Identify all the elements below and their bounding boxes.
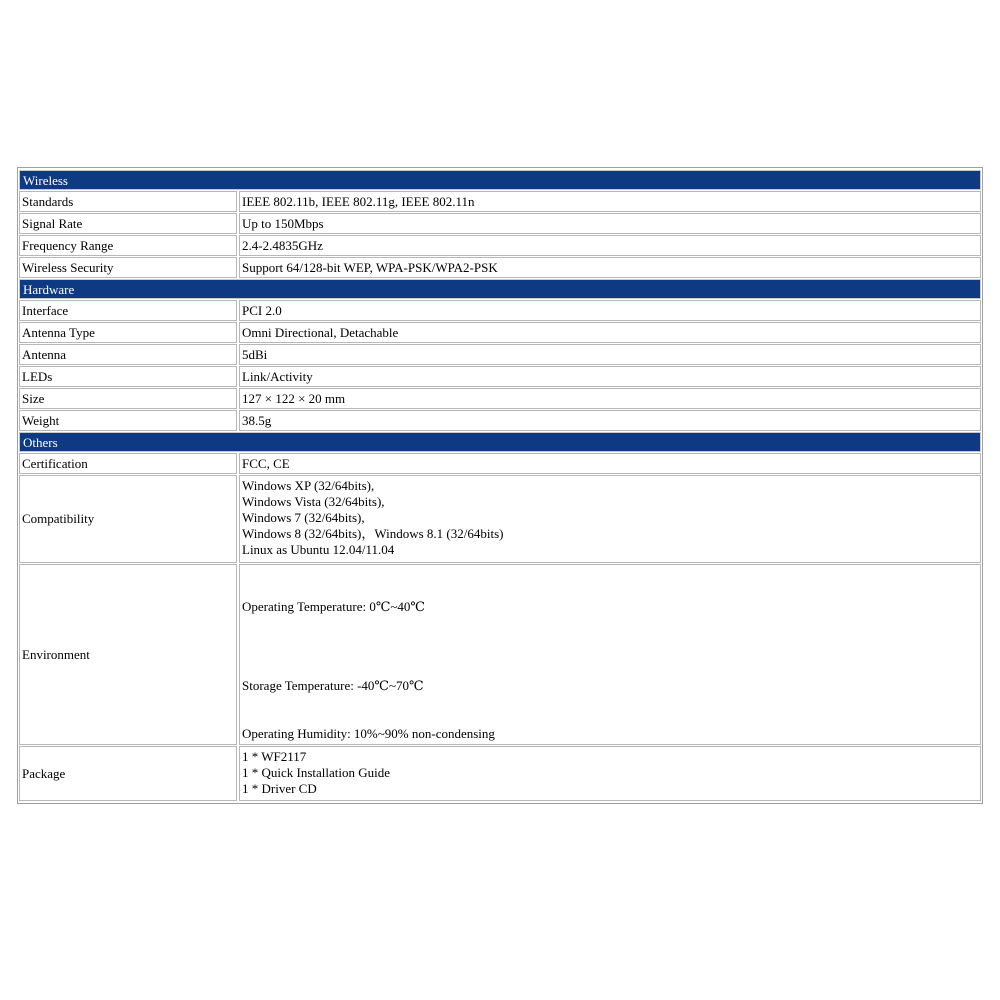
table-row [19,475,981,563]
spec-label: Certification [19,453,237,474]
spec-label: LEDs [19,366,237,387]
compatibility-line: Windows XP (32/64bits), [242,478,375,493]
spec-value: 127 × 122 × 20 mm [239,388,981,409]
table-row [19,257,981,278]
spec-label: Size [19,388,237,409]
spec-label: Antenna Type [19,322,237,343]
spec-value: Omni Directional, Detachable [239,322,981,343]
package-value [239,746,981,801]
table-row [19,410,981,431]
package-line: 1 * WF2117 [242,749,307,764]
section-header-hardware: Hardware [19,279,981,299]
package-line: 1 * Driver CD [242,781,317,796]
compatibility-value [239,475,981,563]
spec-value: 5dBi [239,344,981,365]
table-row [19,366,981,387]
specifications-table [17,167,983,804]
section-header-wireless: Wireless [19,170,981,190]
section-header-others: Others [19,432,981,452]
spec-value: Support 64/128-bit WEP, WPA-PSK/WPA2-PSK [239,257,981,278]
spec-value: Link/Activity [239,366,981,387]
table-row [19,564,981,745]
spec-label: Weight [19,410,237,431]
spec-label: Environment [19,564,237,745]
spec-label: Standards [19,191,237,212]
spec-value: FCC, CE [239,453,981,474]
environment-line: Operating Temperature: 0℃~40℃ [242,599,425,614]
table-row [19,322,981,343]
environment-value [239,564,981,745]
spec-label: Antenna [19,344,237,365]
spec-label: Package [19,746,237,801]
spec-value: PCI 2.0 [239,300,981,321]
spec-label: Wireless Security [19,257,237,278]
spec-value: IEEE 802.11b, IEEE 802.11g, IEEE 802.11n [239,191,981,212]
compatibility-line: Linux as Ubuntu 12.04/11.04 [242,542,395,557]
compatibility-line: Windows 7 (32/64bits), [242,510,365,525]
table-row [19,746,981,801]
table-row [19,300,981,321]
environment-line: Operating Humidity: 10%~90% non-condensing [242,726,495,741]
table-row [19,191,981,212]
table-row [19,388,981,409]
table-row [19,235,981,256]
package-line: 1 * Quick Installation Guide [242,765,391,780]
table-row [19,213,981,234]
spec-value: Up to 150Mbps [239,213,981,234]
spec-value: 38.5g [239,410,981,431]
spec-label: Frequency Range [19,235,237,256]
spec-label: Signal Rate [19,213,237,234]
spec-value: 2.4-2.4835GHz [239,235,981,256]
compatibility-line: Windows Vista (32/64bits), [242,494,385,509]
compatibility-line: Windows 8 (32/64bits)，Windows 8.1 (32/64bits) [242,526,504,541]
spec-label: Compatibility [19,475,237,563]
table-row [19,453,981,474]
environment-line: Storage Temperature: -40℃~70℃ [242,678,424,693]
table-row [19,344,981,365]
spec-label: Interface [19,300,237,321]
